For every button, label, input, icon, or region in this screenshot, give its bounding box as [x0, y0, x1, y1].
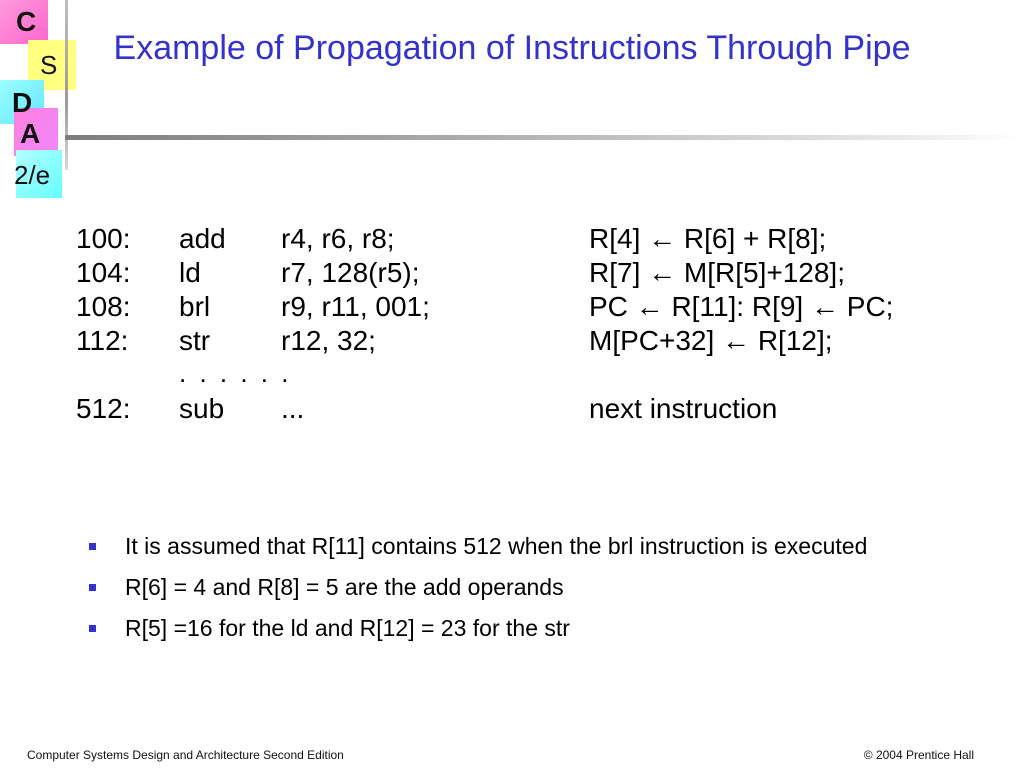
bullet-text: R[6] = 4 and R[8] = 5 are the add operands [125, 574, 564, 600]
logo-edition: 2/e [14, 160, 51, 190]
bullet-item [88, 571, 968, 603]
code-opcode: ld [179, 257, 201, 288]
code-operands: r9, r11, 001; [281, 291, 430, 322]
bullet-text: R[5] =16 for the ld and R[12] = 23 for the str [125, 615, 570, 641]
code-operands: r4, r6, r8; [281, 223, 395, 254]
title-underline [65, 135, 1024, 140]
slide-title: Example of Propagation of Instructions Through Pipe [113, 29, 911, 67]
code-opcode: str [179, 325, 211, 356]
code-description: M[PC+32] ← R[12]; [589, 325, 833, 356]
code-address: 104: [76, 257, 131, 288]
logo-letter-s: S [40, 50, 58, 80]
csda-logo [0, 0, 80, 200]
code-description: PC ← R[11]: R[9] ← PC; [589, 291, 894, 322]
footer-book-title: Computer Systems Design and Architecture Second Edition [27, 748, 344, 762]
bullet-square-icon [89, 543, 96, 550]
code-operands: ... [281, 393, 305, 424]
logo-letter-c: C [16, 6, 37, 37]
bullet-item [88, 530, 968, 562]
bullet-list [88, 530, 968, 653]
code-opcode: add [179, 223, 226, 254]
code-description: R[7] ← M[R[5]+128]; [589, 257, 845, 288]
code-address: 512: [76, 393, 131, 424]
bullet-square-icon [89, 625, 96, 632]
footer-copyright: © 2004 Prentice Hall [863, 748, 974, 762]
code-description: next instruction [589, 393, 778, 424]
code-description: R[4] ← R[6] + R[8]; [589, 223, 827, 254]
code-operands: r7, 128(r5); [281, 257, 420, 288]
logo-letter-d: D [12, 87, 33, 118]
bullet-text: It is assumed that R[11] contains 512 when the brl instruction is executed [125, 533, 868, 559]
code-address: 100: [76, 223, 131, 254]
bullet-item [88, 612, 968, 644]
code-operands: r12, 32; [281, 325, 376, 356]
vertical-rule [65, 0, 68, 170]
code-ellipsis: . . . . . . [179, 358, 292, 388]
code-opcode: brl [179, 291, 211, 322]
logo-letter-a: A [20, 118, 41, 149]
bullet-square-icon [89, 584, 96, 591]
code-opcode: sub [179, 393, 225, 424]
code-address: 108: [76, 291, 131, 322]
code-address: 112: [76, 325, 129, 356]
